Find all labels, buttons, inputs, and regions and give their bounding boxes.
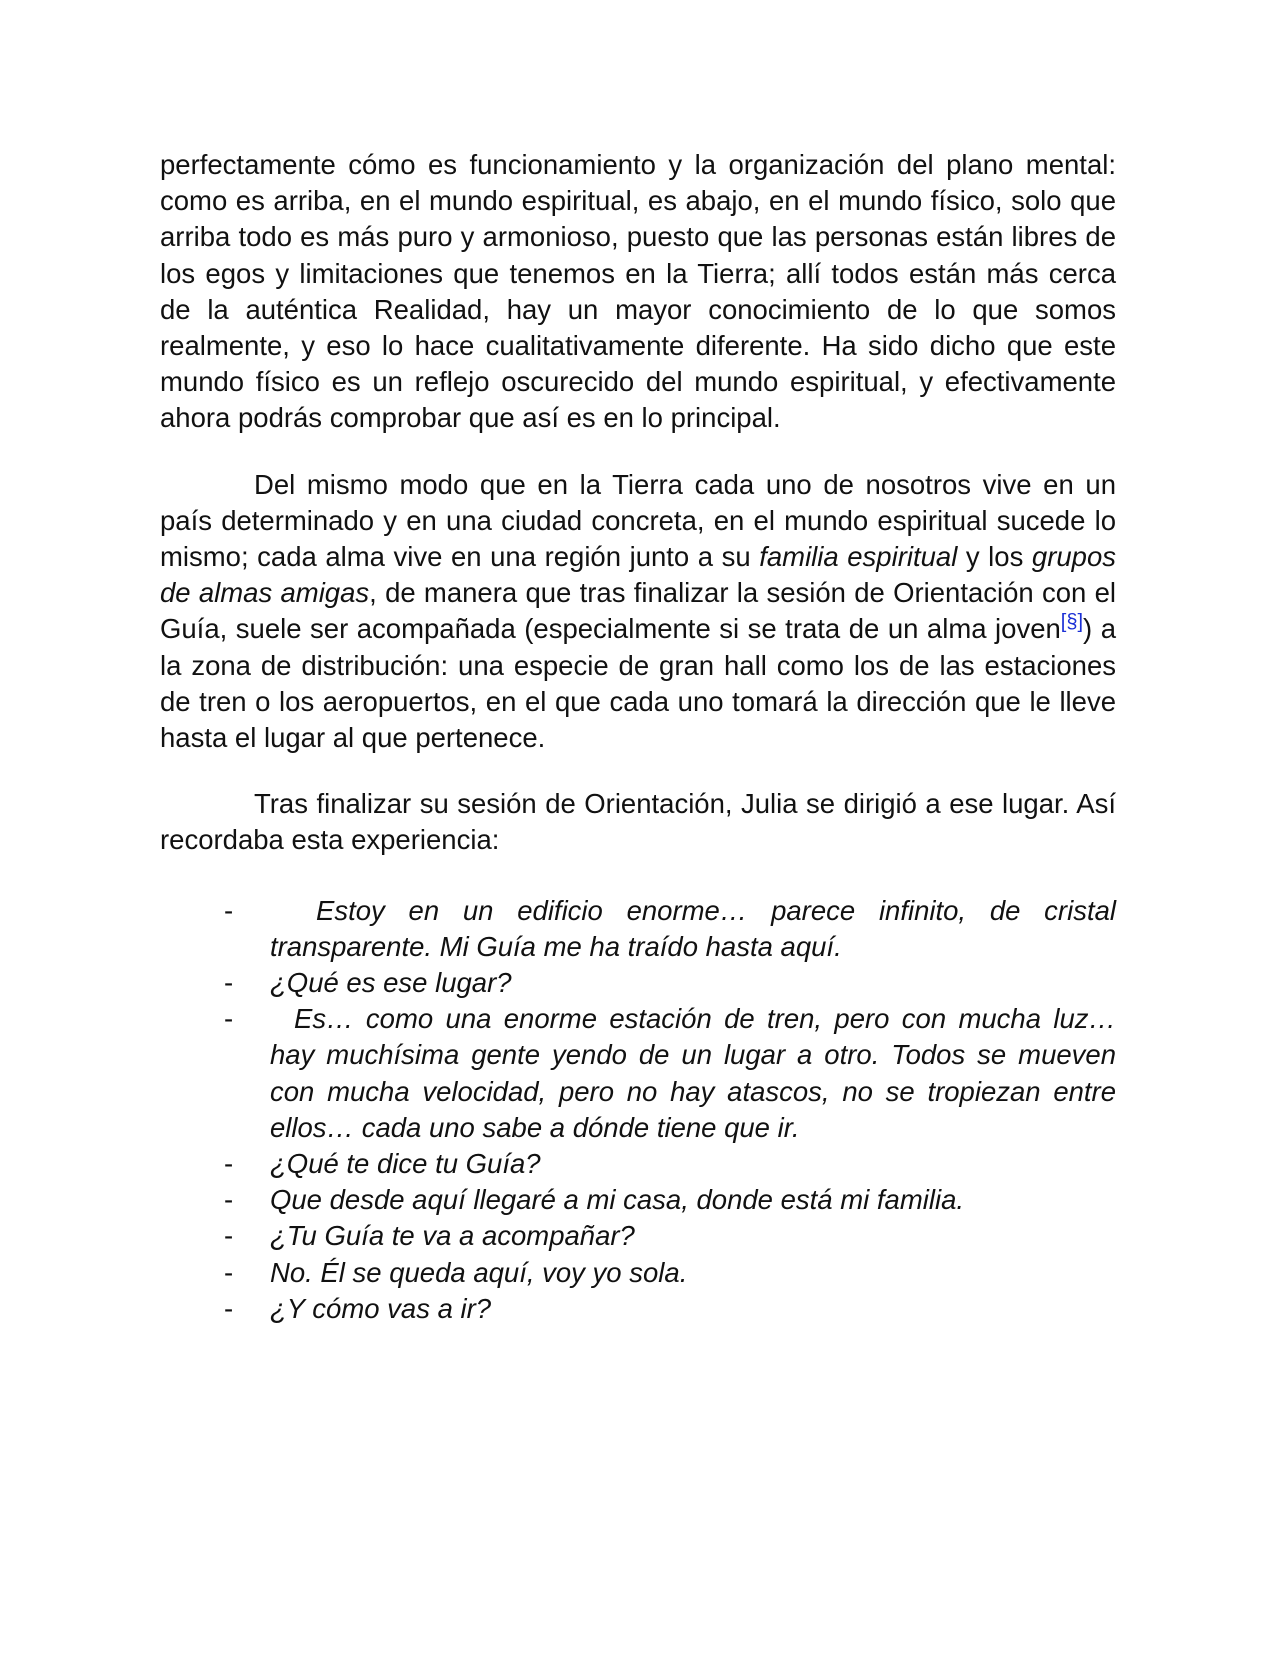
dialog-dash: - (224, 1220, 234, 1252)
paragraph-text: Del mismo modo que en la Tierra cada uno de nosotros vive en un país determinado y en una ciudad concreta, en el mundo espiritual sucede lo mismo; cada alma vive en una región junto a su (160, 468, 1116, 573)
paragraph-text: y los (957, 541, 1032, 573)
dialog-line (160, 1182, 1116, 1218)
paragraph-text: ) a la zona de distribución: una especie de gran hall como los de las estaciones de tren o los aeropuertos, en el que cada uno tomará la dirección que le lleve hasta el lugar al que pertenece. (160, 613, 1116, 754)
paragraph-julia: Tras finalizar su sesión de Orientación, Julia se dirigió a ese lugar. Así recordaba esta experiencia: (160, 788, 1116, 856)
dialog-text: ¿Qué te dice tu Guía? (270, 1148, 541, 1180)
dialog-line (160, 1218, 1116, 1254)
paragraph-text: , de manera que tras finalizar la sesión de Orientación con el Guía, suele ser acompañada (especialmente si se trata de un alma joven (160, 577, 1117, 645)
dialog-dash: - (224, 967, 234, 999)
dialog-dash: - (224, 1148, 234, 1180)
dialog-dash: - (224, 1003, 234, 1035)
dialog-list (160, 893, 1116, 1327)
dialog-text: Que desde aquí llegaré a mi casa, donde está mi familia. (270, 1184, 964, 1216)
paragraph-mundo-espiritual (160, 467, 1116, 757)
dialog-dash: - (224, 1292, 234, 1324)
dialog-dash: - (224, 1184, 234, 1216)
dialog-text: ¿Y cómo vas a ir? (270, 1292, 492, 1324)
dialog-text: ¿Tu Guía te va a acompañar? (270, 1220, 635, 1252)
footnote-link[interactable]: [§] (1060, 611, 1084, 634)
dialog-dash: - (224, 894, 234, 926)
dialog-line (160, 1001, 1116, 1146)
dialog-text: ¿Qué es ese lugar? (270, 967, 512, 999)
dialog-line (160, 965, 1116, 1001)
document-page (160, 147, 1116, 1327)
dialog-line (160, 893, 1116, 965)
dialog-dash: - (224, 1256, 234, 1288)
dialog-text: No. Él se queda aquí, voy yo sola. (270, 1256, 688, 1288)
paragraph-plano-mental: perfectamente cómo es funcionamiento y la organización del plano mental: como es arriba, en el mundo espiritual, es abajo, en el mundo físico, solo que arriba todo es más puro y armonioso, puesto que las personas están libres de los egos y limitaciones que tenemos en la Tierra; allí todos están más cerca de la auténtica Realidad, hay un mayor conocimiento de lo que somos realmente, y eso lo hace cualitativamente diferente. Ha sido dicho que este mundo físico es un reflejo oscurecido del mundo espiritual, y efectivamente ahora podrás comprobar que así es en lo principal. (160, 149, 1116, 434)
dialog-text: Estoy en un edificio enorme… parece infinito, de cristal transparente. Mi Guía me ha traído hasta aquí. (270, 894, 1116, 962)
emphasis-grupos-almas: grupos de almas amigas (160, 541, 1116, 609)
dialog-line (160, 1146, 1116, 1182)
dialog-text: Es… como una enorme estación de tren, pero con mucha luz… hay muchísima gente yendo de un lugar a otro. Todos se mueven con mucha velocidad, pero no hay atascos, no se tropiezan entre ellos… cada uno sabe a dónde tiene que ir. (270, 1003, 1116, 1143)
dialog-line (160, 1255, 1116, 1291)
dialog-line (160, 1291, 1116, 1327)
emphasis-familia-espiritual: familia espiritual (759, 541, 958, 573)
